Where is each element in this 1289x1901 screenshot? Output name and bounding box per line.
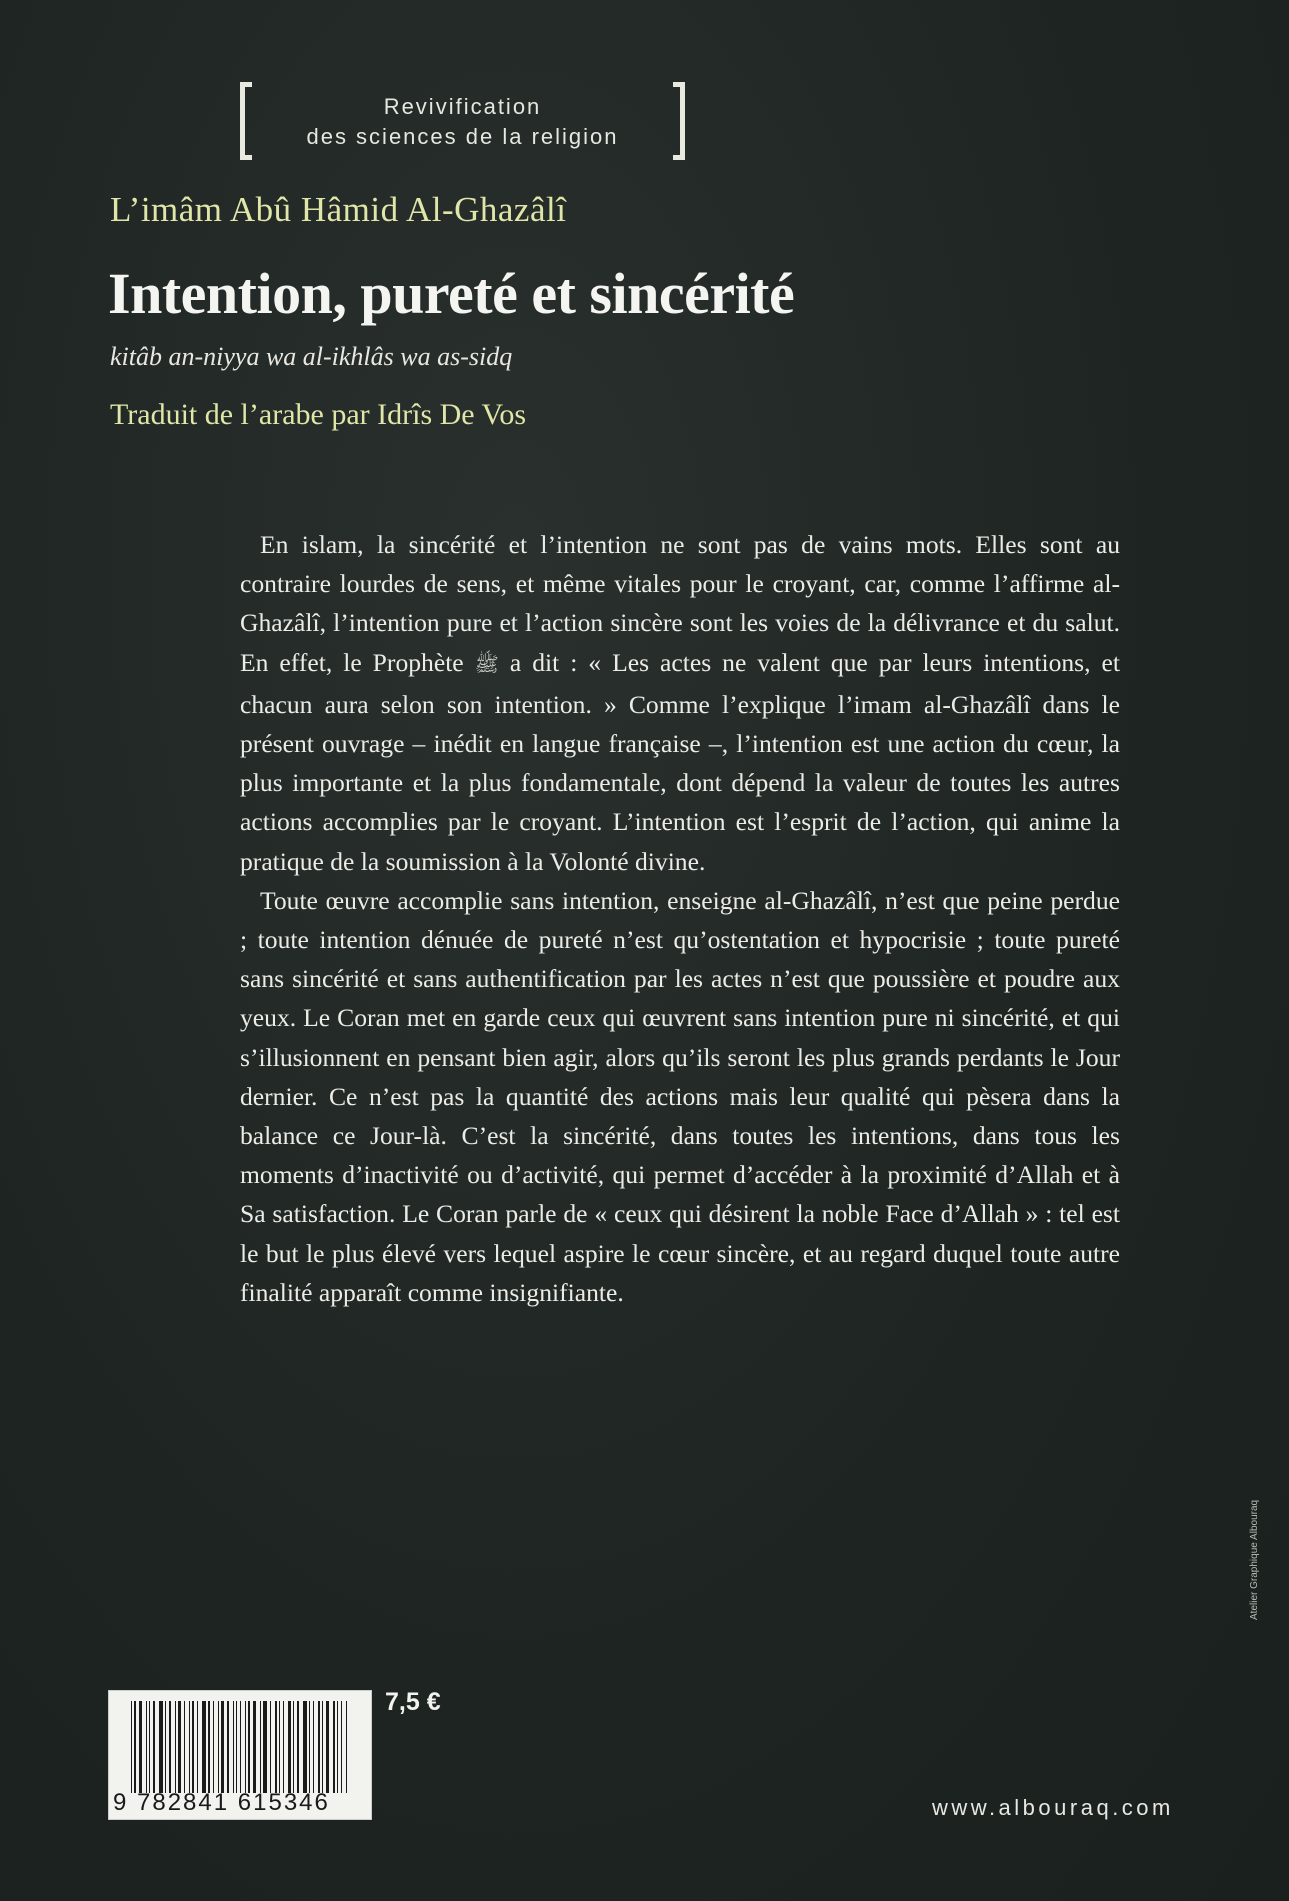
- barcode-digits: 9 782841 615346: [113, 1789, 330, 1816]
- blurb-paragraph-2: Toute œuvre accomplie sans intention, enseigne al-Ghazâlî, n’est que peine perdue ; toute intention dénuée de pureté n’est qu’ostentation et hypocrisie ; toute pureté sans sincérité et sans authentification par les actes n’est que poussière et poudre aux yeux. Le Coran met en garde ceux qui œuvrent sans intention pure ni sincérité, et qui s’illusionnent en pensant bien agir, alors qu’ils seront les plus grands perdants le Jour dernier. Ce n’est pas la quantité des actions mais leur qualité qui pèsera dans la balance ce Jour-là. C’est la sincérité, dans toutes les intentions, dans tous les moments d’inactivité ou d’activité, qui permet d’accéder à la proximité d’Allah et à Sa satisfaction. Le Coran parle de « ceux qui désirent la noble Face d’Allah » : tel est le but le plus élevé vers lequel aspire le cœur sincère, et au regard duquel toute autre finalité apparaît comme insignifiante.: [240, 885, 1120, 1307]
- design-credit: Atelier Graphique Albouraq: [1249, 1499, 1260, 1620]
- series-line-1: Revivification: [383, 94, 542, 119]
- book-title: Intention, pureté et sincérité: [108, 261, 795, 326]
- blurb-p1-start: En islam, la sincérité et l’intention ne sont pas de vains mots. Elles sont au contraire lourdes de sens, et même vitales pour le croyant, car, comme l’affirme al-Ghazâlî, l’intention pure et l’action sincère sont les voies de la délivrance et du salut. En effet, le Prophète: [240, 530, 1120, 677]
- price-label: 7,5 €: [385, 1688, 441, 1716]
- honorific-icon: ﷺ: [474, 653, 499, 676]
- isbn-barcode: [108, 1690, 372, 1820]
- right-bracket-icon: [673, 82, 685, 160]
- series-text: [240, 92, 685, 152]
- series-label: [240, 82, 685, 160]
- blurb-paragraph-1: [240, 525, 1120, 881]
- barcode-bars-icon: [131, 1701, 367, 1793]
- series-line-2: des sciences de la religion: [306, 124, 619, 149]
- arabic-subtitle: kitâb an-niyya wa al-ikhlâs wa as-sidq: [110, 342, 513, 371]
- translator-credit: Traduit de l’arabe par Idrîs De Vos: [110, 398, 527, 431]
- blurb: [240, 525, 1120, 1312]
- blurb-p1-end: a dit : « Les actes ne valent que par leurs intentions, et chacun aura selon son intention. » Comme l’explique l’imam al-Ghazâlî dans le présent ouvrage – inédit en langue française –, l’intention est une action du cœur, la plus importante et la plus fondamentale, dont dépend la valeur de toutes les autres actions accomplies par le croyant. L’intention est l’esprit de l’action, qui anime la pratique de la soumission à la Volonté divine.: [240, 647, 1121, 876]
- publisher-website-link[interactable]: www.albouraq.com: [932, 1795, 1174, 1820]
- author-name: L’imâm Abû Hâmid Al-Ghazâlî: [110, 190, 567, 229]
